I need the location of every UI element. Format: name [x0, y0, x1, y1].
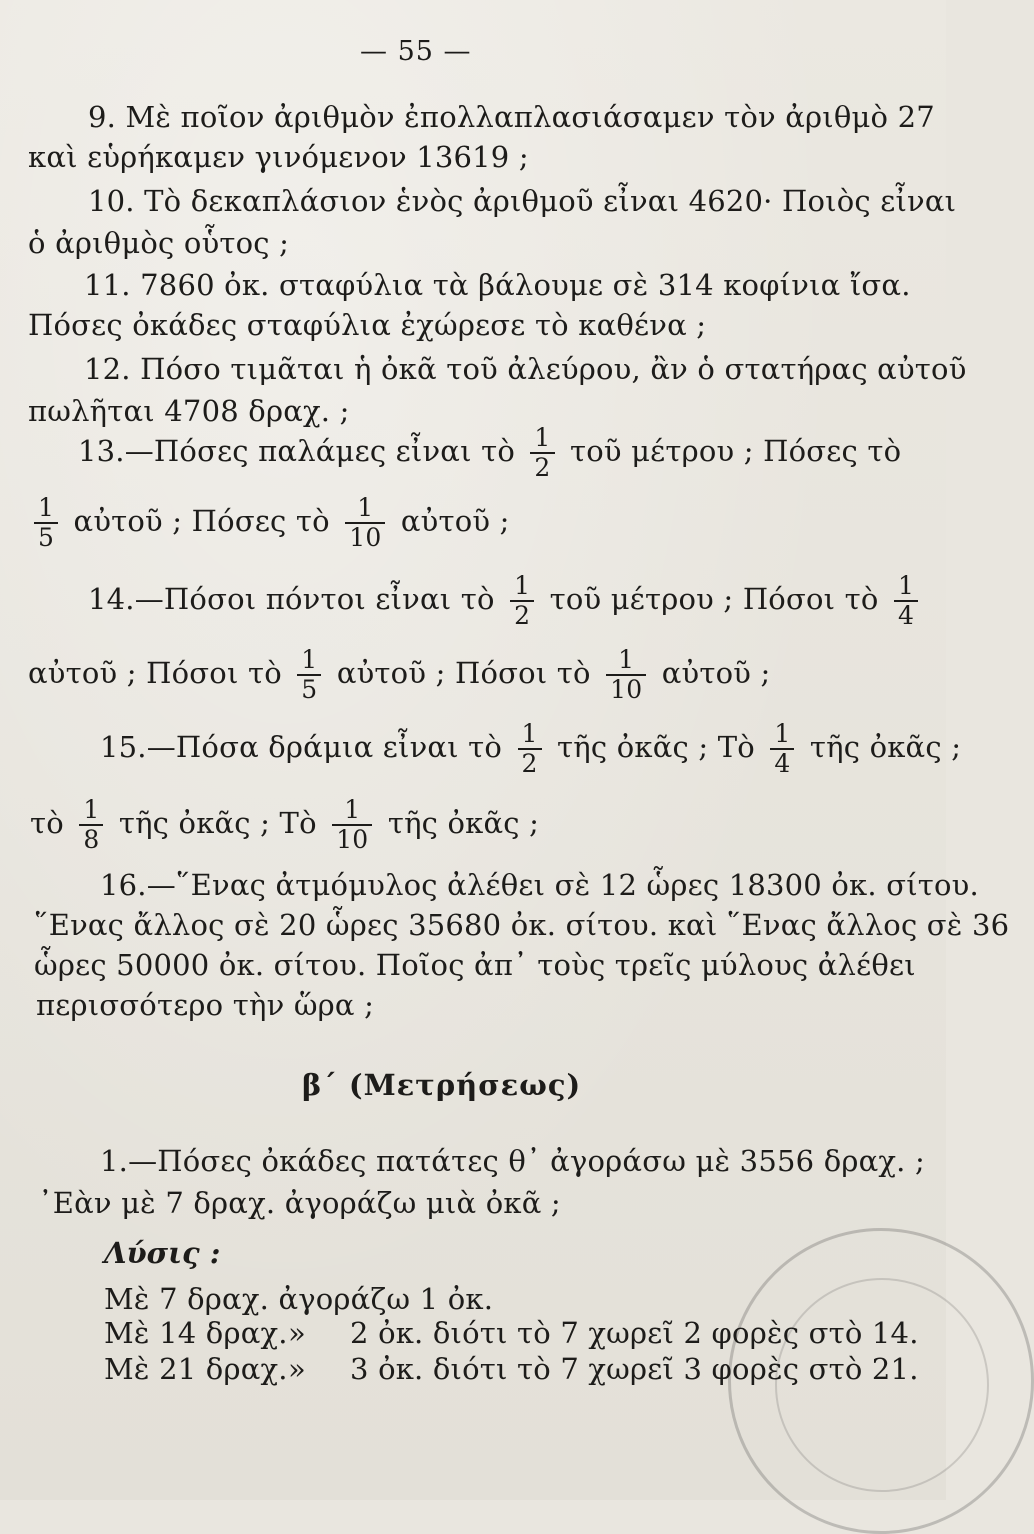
solution-row-2-amount: Μὲ 14 δραχ. [104, 1316, 288, 1350]
problem-13-text-c: αὐτοῦ ; Πόσες τὸ [73, 504, 330, 538]
problem-16-line-1: 16.—῞Ενας ἀτμόμυλος ἀλέθει σὲ 12 ὧρες 18300 ὀκ. σίτου. [100, 868, 979, 902]
problem-14-line-1 [88, 572, 924, 630]
problem-13-text-a: 13.—Πόσες παλάμες εἶναι τὸ [78, 434, 515, 468]
section-problem-1-line-1: 1.—Πόσες ὀκάδες πατάτες θ᾽ ἀγοράσω μὲ 3556 δραχ. ; [100, 1144, 925, 1178]
solution-row-3-result: 3 ὀκ. διότι τὸ 7 χωρεῖ 3 φορὲς στὸ 21. [350, 1352, 919, 1386]
problem-15-text-a: 15.—Πόσα δράμια εἶναι τὸ [100, 730, 503, 764]
fraction-one-half: $\frac{1}{2}$ [518, 720, 542, 778]
solution-row-2-ditto: » [288, 1316, 306, 1350]
solution-row-1: Μὲ 7 δραχ. ἀγοράζω 1 ὀκ. [104, 1282, 494, 1316]
page-number: — 55 — [360, 36, 472, 67]
problem-15-text-b: τῆς ὀκᾶς ; Τὸ [557, 730, 755, 764]
problem-15-text-f: τῆς ὀκᾶς ; [387, 806, 540, 840]
problem-9-line-1: 9. Μὲ ποῖον ἀριθμὸν ἐπολλαπλασιάσαμεν τὸν ἀριθμὸ 27 [88, 100, 935, 134]
fraction-one-half: $\frac{1}{2}$ [530, 424, 554, 482]
problem-13-line-2 [28, 494, 510, 552]
fraction-one-tenth: $\frac{1}{10}$ [332, 796, 372, 854]
problem-16-line-2: ῞Ενας ἄλλος σὲ 20 ὧρες 35680 ὀκ. σίτου. καὶ ῞Ενας ἄλλος σὲ 36 [34, 908, 1010, 942]
solution-row-2-result: 2 ὀκ. διότι τὸ 7 χωρεῖ 2 φορὲς στὸ 14. [350, 1316, 919, 1350]
fraction-one-tenth: $\frac{1}{10}$ [606, 646, 646, 704]
fraction-one-quarter: $\frac{1}{4}$ [894, 572, 918, 630]
fraction-one-fifth: $\frac{1}{5}$ [34, 494, 58, 552]
section-heading: β΄ (Μετρήσεως) [302, 1068, 582, 1102]
problem-14-line-2 [28, 646, 770, 704]
problem-15-text-e: τῆς ὀκᾶς ; Τὸ [118, 806, 317, 840]
problem-14-text-e: αὐτοῦ ; [661, 656, 771, 690]
problem-13-text-d: αὐτοῦ ; [400, 504, 510, 538]
problem-9-line-2: καὶ εὑρήκαμεν γινόμενον 13619 ; [28, 140, 529, 174]
problem-11-line-1: 11. 7860 ὀκ. σταφύλια τὰ βάλουμε σὲ 314 κοφίνια ἴσα. [84, 268, 911, 302]
problem-15-line-1 [100, 720, 961, 778]
fraction-one-tenth: $\frac{1}{10}$ [345, 494, 385, 552]
solution-row-3-amount: Μὲ 21 δραχ. [104, 1352, 288, 1386]
problem-16-line-3: ὧρες 50000 ὀκ. σίτου. Ποῖος ἀπ᾽ τοὺς τρεῖς μύλους ἀλέθει [34, 948, 916, 982]
problem-15-line-2 [30, 796, 539, 854]
problem-10-line-2: ὁ ἀριθμὸς οὗτος ; [28, 226, 290, 260]
solution-row-3-ditto: » [288, 1352, 306, 1386]
problem-12-line-2: πωλῆται 4708 δραχ. ; [28, 394, 350, 428]
solution-label: Λύσις : [104, 1236, 221, 1270]
problem-14-text-b: τοῦ μέτρου ; Πόσοι τὸ [549, 582, 879, 616]
problem-13-text-b: τοῦ μέτρου ; Πόσες τὸ [569, 434, 902, 468]
problem-14-text-c: αὐτοῦ ; Πόσοι τὸ [28, 656, 282, 690]
problem-13-line-1 [78, 424, 901, 482]
problem-12-line-1: 12. Πόσο τιμᾶται ἡ ὀκᾶ τοῦ ἀλεύρου, ἂν ὁ στατήρας αὐτοῦ [84, 352, 967, 386]
problem-15-text-c: τῆς ὀκᾶς ; [809, 730, 962, 764]
problem-14-text-d: αὐτοῦ ; Πόσοι τὸ [336, 656, 591, 690]
section-problem-1-line-2: ᾽Εὰν μὲ 7 δραχ. ἀγοράζω μιὰ ὀκᾶ ; [38, 1186, 561, 1220]
problem-15-text-d: τὸ [30, 806, 64, 840]
fraction-one-fifth: $\frac{1}{5}$ [297, 646, 321, 704]
problem-14-text-a: 14.—Πόσοι πόντοι εἶναι τὸ [88, 582, 495, 616]
problem-16-line-4: περισσότερο τὴν ὥρα ; [36, 988, 375, 1022]
fraction-one-half: $\frac{1}{2}$ [510, 572, 534, 630]
fraction-one-eighth: $\frac{1}{8}$ [79, 796, 103, 854]
fraction-one-quarter: $\frac{1}{4}$ [770, 720, 794, 778]
problem-10-line-1: 10. Τὸ δεκαπλάσιον ἑνὸς ἀριθμοῦ εἶναι 4620· Ποιὸς εἶναι [88, 184, 957, 218]
problem-11-line-2: Πόσες ὀκάδες σταφύλια ἐχώρεσε τὸ καθένα ; [28, 308, 707, 342]
